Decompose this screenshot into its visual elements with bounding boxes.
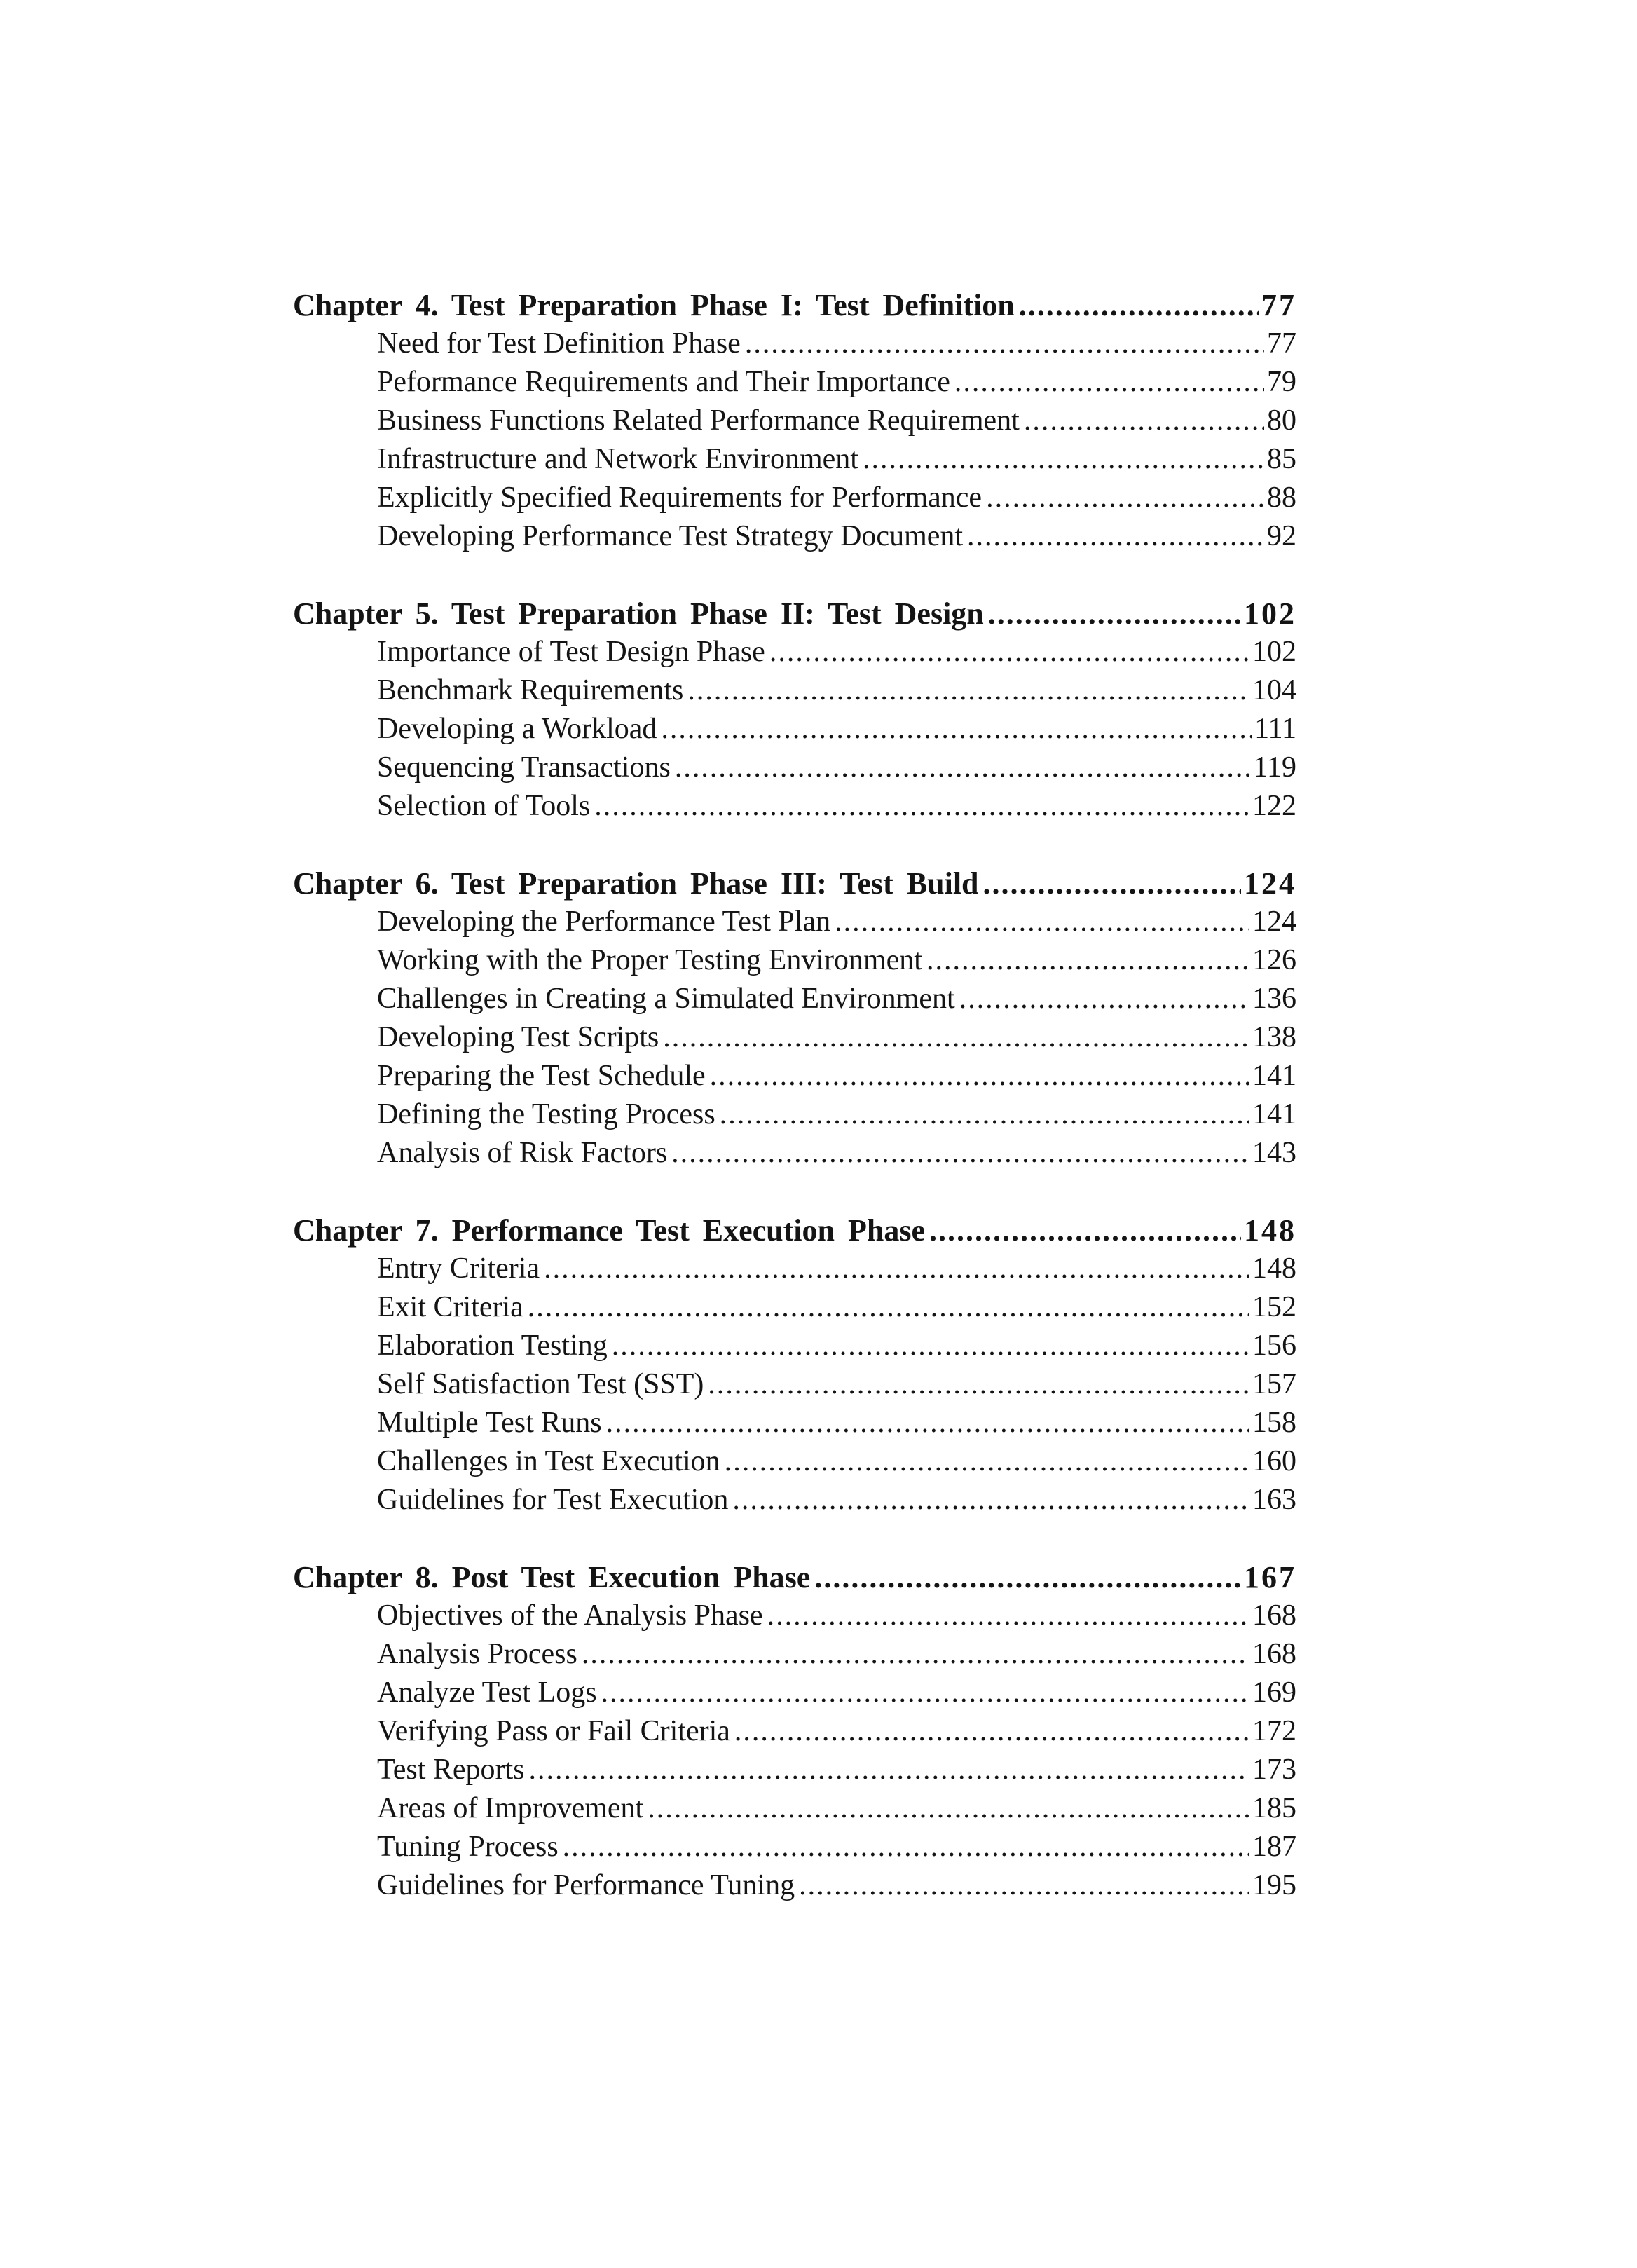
dot-leader	[959, 980, 1249, 1018]
toc-entry	[293, 1404, 1296, 1442]
entry-title: Working with the Proper Testing Environment	[377, 944, 922, 976]
dot-leader	[732, 1481, 1249, 1519]
entry-page-number: 169	[1252, 1676, 1296, 1709]
toc-entry	[293, 1866, 1296, 1905]
entry-title: Peformance Requirements and Their Importance	[377, 366, 950, 398]
entry-title: Challenges in Creating a Simulated Environment	[377, 983, 955, 1015]
entry-page-number: 80	[1267, 404, 1296, 437]
dot-leader	[529, 1751, 1249, 1789]
entry-page-number: 195	[1252, 1869, 1296, 1901]
dot-leader	[663, 1018, 1249, 1057]
entry-title: Exit Criteria	[377, 1291, 523, 1323]
toc-entry	[293, 1712, 1296, 1751]
entry-page-number: 119	[1253, 751, 1296, 784]
entry-title: Multiple Test Runs	[377, 1407, 602, 1439]
dot-leader	[929, 1211, 1241, 1250]
chapter-heading	[293, 864, 1296, 903]
chapter-page-number: 77	[1261, 288, 1296, 322]
entry-page-number: 172	[1252, 1715, 1296, 1747]
dot-leader	[863, 440, 1264, 479]
dot-leader	[954, 363, 1264, 402]
entry-title: Self Satisfaction Test (SST)	[377, 1368, 704, 1400]
entry-title: Challenges in Test Execution	[377, 1445, 720, 1477]
toc-entry	[293, 787, 1296, 826]
table-of-contents	[293, 286, 1296, 1905]
entry-title: Selection of Tools	[377, 790, 591, 822]
entry-title: Objectives of the Analysis Phase	[377, 1599, 763, 1632]
entry-title: Developing a Workload	[377, 713, 657, 745]
toc-entry	[293, 1288, 1296, 1327]
dot-leader	[814, 1558, 1241, 1597]
dot-leader	[601, 1674, 1249, 1712]
dot-leader	[661, 710, 1252, 749]
chapter-title: Chapter 6. Test Preparation Phase III: Test Build	[293, 866, 979, 901]
entry-page-number: 92	[1267, 520, 1296, 552]
dot-leader	[612, 1327, 1249, 1365]
chapter-title: Chapter 8. Post Test Execution Phase	[293, 1560, 811, 1594]
dot-leader	[1019, 286, 1259, 325]
dot-leader	[988, 594, 1241, 633]
chapter-page-number: 148	[1244, 1213, 1296, 1248]
toc-entry	[293, 440, 1296, 479]
entry-page-number: 141	[1252, 1060, 1296, 1092]
entry-page-number: 111	[1254, 713, 1296, 745]
entry-page-number: 168	[1252, 1599, 1296, 1632]
dot-leader	[799, 1866, 1249, 1905]
entry-title: Explicitly Specified Requirements for Performance	[377, 481, 982, 514]
toc-entry	[293, 1134, 1296, 1173]
dot-leader	[563, 1828, 1249, 1866]
entry-page-number: 77	[1267, 327, 1296, 360]
entry-title: Tuning Process	[377, 1831, 559, 1863]
entry-title: Preparing the Test Schedule	[377, 1060, 706, 1092]
dot-leader	[528, 1288, 1249, 1327]
entry-page-number: 122	[1252, 790, 1296, 822]
toc-entry	[293, 1250, 1296, 1288]
dot-leader	[708, 1365, 1249, 1404]
toc-entry	[293, 1095, 1296, 1134]
toc-entry	[293, 1018, 1296, 1057]
entry-title: Areas of Improvement	[377, 1792, 644, 1824]
dot-leader	[687, 671, 1249, 710]
chapter-section	[293, 1558, 1296, 1905]
dot-leader	[594, 787, 1249, 826]
entry-page-number: 157	[1252, 1368, 1296, 1400]
entry-page-number: 102	[1252, 636, 1296, 668]
chapter-heading	[293, 286, 1296, 325]
entry-page-number: 173	[1252, 1754, 1296, 1786]
entry-page-number: 152	[1252, 1291, 1296, 1323]
entry-page-number: 148	[1252, 1252, 1296, 1285]
chapter-page-number: 102	[1244, 596, 1296, 631]
entry-page-number: 136	[1252, 983, 1296, 1015]
entry-page-number: 138	[1252, 1021, 1296, 1053]
dot-leader	[769, 633, 1249, 671]
toc-entry	[293, 1481, 1296, 1519]
entry-title: Developing Test Scripts	[377, 1021, 659, 1053]
toc-entry	[293, 1674, 1296, 1712]
chapter-section	[293, 286, 1296, 556]
entry-title: Elaboration Testing	[377, 1330, 608, 1362]
toc-entry	[293, 402, 1296, 440]
chapter-title: Chapter 5. Test Preparation Phase II: Test Design	[293, 596, 984, 631]
dot-leader	[671, 1134, 1249, 1173]
entry-page-number: 85	[1267, 443, 1296, 475]
chapter-title: Chapter 4. Test Preparation Phase I: Test Definition	[293, 288, 1015, 322]
chapter-title: Chapter 7. Performance Test Execution Phase	[293, 1213, 925, 1248]
dot-leader	[983, 864, 1241, 903]
toc-entry	[293, 1327, 1296, 1365]
entry-title: Guidelines for Test Execution	[377, 1484, 729, 1516]
dot-leader	[1024, 402, 1264, 440]
entry-page-number: 160	[1252, 1445, 1296, 1477]
chapter-heading	[293, 1558, 1296, 1597]
toc-entry	[293, 1365, 1296, 1404]
entry-page-number: 79	[1267, 366, 1296, 398]
toc-entry	[293, 980, 1296, 1018]
toc-entry	[293, 479, 1296, 517]
dot-leader	[544, 1250, 1249, 1288]
entry-title: Guidelines for Performance Tuning	[377, 1869, 795, 1901]
entry-title: Business Functions Related Performance Requirement	[377, 404, 1020, 437]
dot-leader	[745, 325, 1264, 363]
chapter-section	[293, 1211, 1296, 1519]
entry-title: Analysis of Risk Factors	[377, 1137, 668, 1169]
chapter-heading	[293, 1211, 1296, 1250]
entry-page-number: 143	[1252, 1137, 1296, 1169]
dot-leader	[734, 1712, 1249, 1751]
dot-leader	[967, 517, 1264, 556]
toc-entry	[293, 1597, 1296, 1635]
toc-entry	[293, 1057, 1296, 1095]
entry-page-number: 187	[1252, 1831, 1296, 1863]
toc-entry	[293, 710, 1296, 749]
entry-title: Sequencing Transactions	[377, 751, 671, 784]
toc-entry	[293, 941, 1296, 980]
toc-entry	[293, 633, 1296, 671]
entry-page-number: 126	[1252, 944, 1296, 976]
dot-leader	[725, 1442, 1249, 1481]
toc-entry	[293, 1442, 1296, 1481]
dot-leader	[675, 749, 1251, 787]
entry-title: Defining the Testing Process	[377, 1098, 715, 1130]
toc-entry	[293, 517, 1296, 556]
toc-entry	[293, 1635, 1296, 1674]
toc-entry	[293, 1789, 1296, 1828]
entry-title: Verifying Pass or Fail Criteria	[377, 1715, 730, 1747]
dot-leader	[720, 1095, 1249, 1134]
entry-title: Infrastructure and Network Environment	[377, 443, 858, 475]
entry-page-number: 88	[1267, 481, 1296, 514]
toc-entry	[293, 749, 1296, 787]
toc-entry	[293, 1828, 1296, 1866]
chapter-section	[293, 864, 1296, 1173]
dot-leader	[648, 1789, 1249, 1828]
entry-title: Benchmark Requirements	[377, 674, 684, 706]
entry-title: Developing Performance Test Strategy Document	[377, 520, 964, 552]
entry-page-number: 158	[1252, 1407, 1296, 1439]
toc-entry	[293, 1751, 1296, 1789]
entry-title: Developing the Performance Test Plan	[377, 906, 831, 938]
entry-page-number: 185	[1252, 1792, 1296, 1824]
chapter-heading	[293, 594, 1296, 633]
entry-page-number: 104	[1252, 674, 1296, 706]
entry-page-number: 156	[1252, 1330, 1296, 1362]
dot-leader	[582, 1635, 1249, 1674]
entry-title: Need for Test Definition Phase	[377, 327, 741, 360]
dot-leader	[606, 1404, 1249, 1442]
entry-title: Analyze Test Logs	[377, 1676, 597, 1709]
toc-entry	[293, 325, 1296, 363]
chapter-page-number: 124	[1244, 866, 1296, 901]
entry-page-number: 124	[1252, 906, 1296, 938]
entry-page-number: 141	[1252, 1098, 1296, 1130]
dot-leader	[767, 1597, 1249, 1635]
dot-leader	[710, 1057, 1249, 1095]
entry-title: Importance of Test Design Phase	[377, 636, 765, 668]
entry-title: Test Reports	[377, 1754, 525, 1786]
toc-entry	[293, 363, 1296, 402]
entry-page-number: 163	[1252, 1484, 1296, 1516]
dot-leader	[926, 941, 1249, 980]
toc-entry	[293, 671, 1296, 710]
entry-page-number: 168	[1252, 1638, 1296, 1670]
chapter-page-number: 167	[1244, 1560, 1296, 1594]
toc-entry	[293, 903, 1296, 941]
chapter-section	[293, 594, 1296, 826]
entry-title: Analysis Process	[377, 1638, 577, 1670]
entry-title: Entry Criteria	[377, 1252, 540, 1285]
dot-leader	[986, 479, 1264, 517]
dot-leader	[835, 903, 1249, 941]
